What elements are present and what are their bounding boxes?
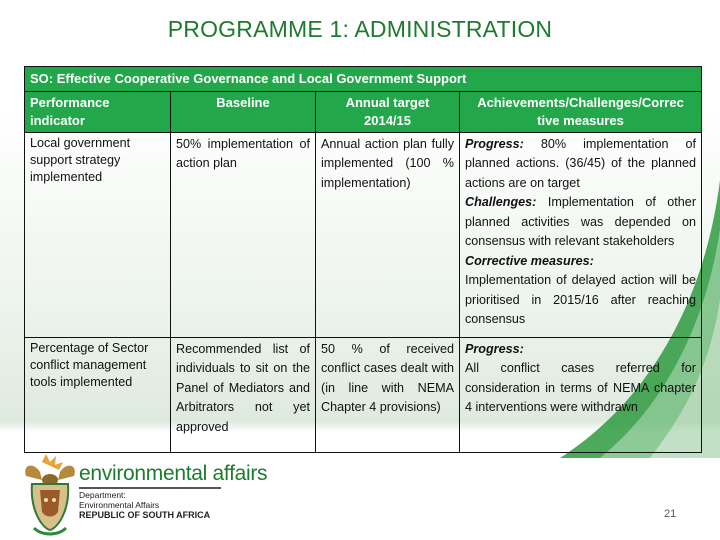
header-target-line2: 2014/15 [364,112,411,128]
progress-label: Progress: [465,341,524,356]
table-row [25,132,702,337]
header-target [316,91,460,132]
dept-line2: Environmental Affairs [79,500,160,510]
achievements-cell [460,337,702,452]
baseline-cell: 50% implementation of action plan [171,132,316,337]
strategic-objective-row [25,67,702,92]
header-achievements-line1: Achievements/Challenges/Correc [477,94,684,110]
header-baseline: Baseline [171,91,316,132]
indicator-cell: Local government support strategy implemented [25,132,171,337]
header-indicator: Performance indicator [25,91,171,132]
dept-line3: REPUBLIC OF SOUTH AFRICA [79,510,211,520]
achievements-cell [460,132,702,337]
department-info [79,490,210,520]
dept-line1: Department: [79,490,126,500]
strategic-objective: SO: Effective Cooperative Governance and Local Government Support [25,67,702,92]
progress-text: All conflict cases referred for consideration in terms of NEMA chapter 4 interventions were withdrawn [465,361,697,414]
brand-divider [79,487,221,489]
header-achievements-line2: tive measures [537,112,624,128]
target-cell: 50 % of received conflict cases dealt with (in line with NEMA Chapter 4 provisions) [316,337,460,452]
indicator-cell: Percentage of Sector conflict management tools implemented [25,337,171,452]
page-number: 21 [664,508,677,520]
header-achievements [460,91,702,132]
challenges-entry [465,193,696,252]
header-row [25,91,702,132]
progress-text: 80% implementation of planned actions. (36/45) of the planned actions are on target [465,136,697,190]
corrective-text: Implementation of delayed action will be prioritised in 2015/16 after reaching consensus [465,273,697,326]
brand-name: environmental affairs [79,462,268,485]
header-target-line1: Annual target [345,94,430,110]
slide-title: PROGRAMME 1: ADMINISTRATION [167,16,553,42]
progress-entry [465,135,696,194]
target-cell: Annual action plan fully implemented (100 % implementation) [316,132,460,337]
table-row [25,337,702,452]
performance-table [24,66,702,453]
progress-label: Progress: [465,136,524,151]
challenges-text: Implementation of other planned activities was depended on consensus with relevant stakeholders [465,195,697,248]
baseline-cell: Recommended list of individuals to sit on the Panel of Mediators and Arbitrators not yet approved [171,337,316,452]
challenges-label: Challenges: [465,195,537,209]
corrective-label: Corrective measures: [465,253,594,268]
